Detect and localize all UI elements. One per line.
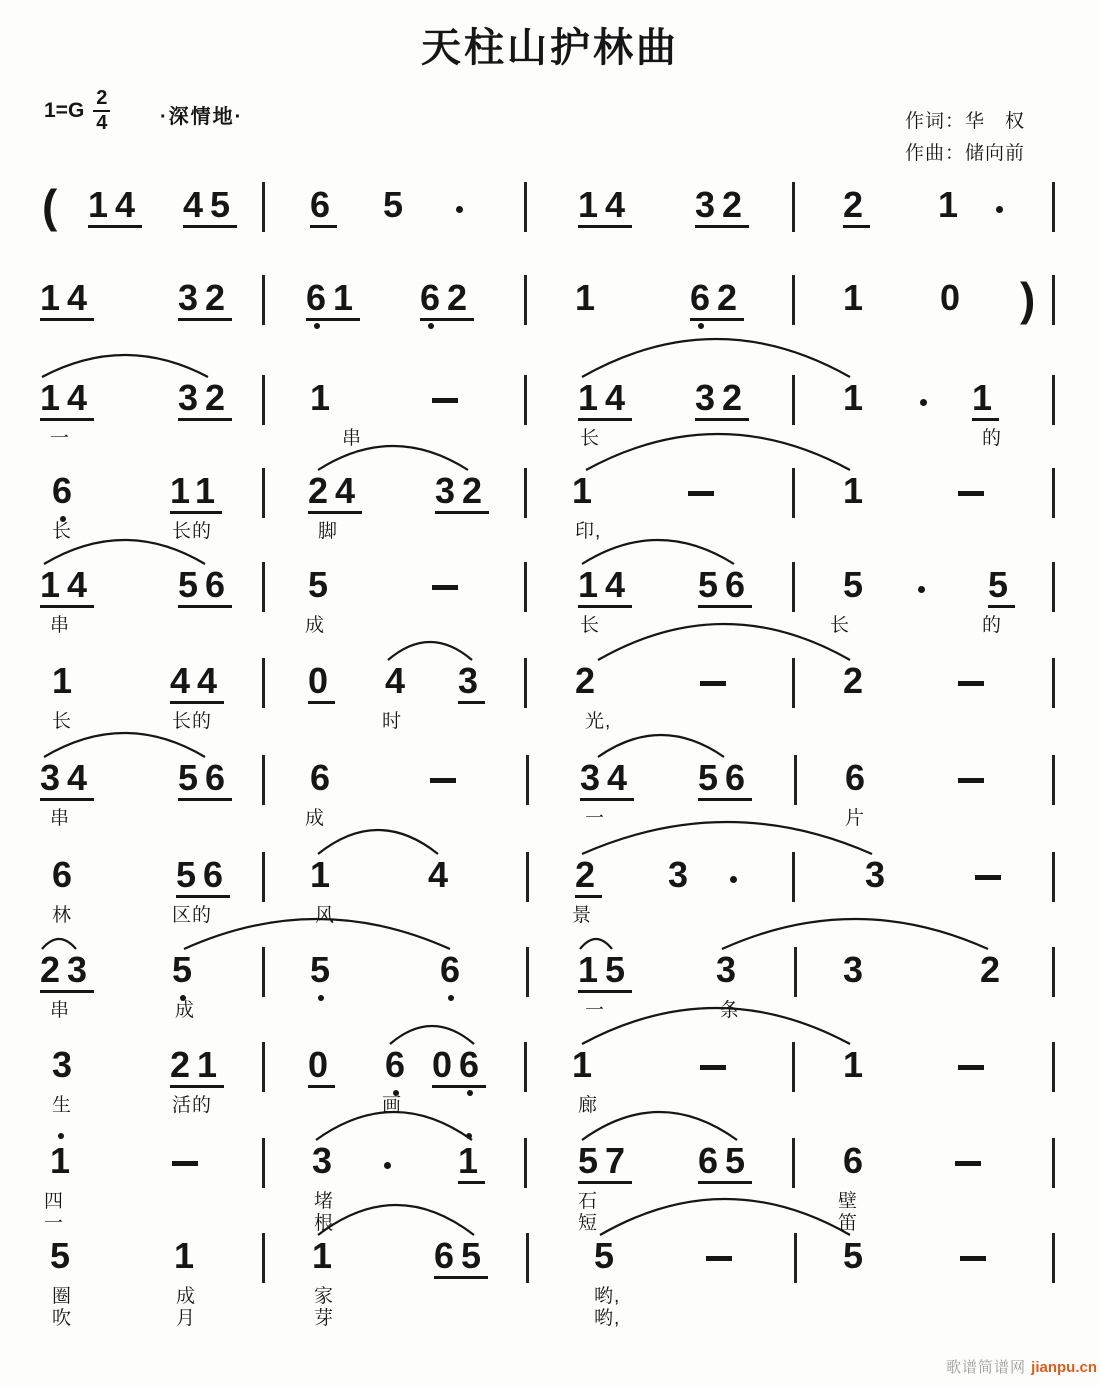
note: 5 bbox=[843, 1235, 871, 1276]
lyric-syllable: 圈 bbox=[52, 1286, 73, 1307]
note: 6 bbox=[440, 952, 467, 988]
note: 4 bbox=[385, 660, 413, 701]
slur-arc bbox=[44, 733, 205, 757]
lyric-syllable: 一 bbox=[44, 1213, 65, 1234]
lyric-syllable: 石 bbox=[578, 1191, 599, 1212]
note: 65 bbox=[434, 1238, 488, 1279]
slur-arc bbox=[582, 1008, 850, 1044]
duration-dot bbox=[730, 876, 737, 883]
rest-dash bbox=[955, 1161, 981, 1166]
note: 1 bbox=[458, 1143, 485, 1184]
note: 1 bbox=[572, 470, 600, 511]
lyric-syllable: 长 bbox=[52, 711, 73, 732]
note: 5 bbox=[172, 952, 199, 988]
rest-dash bbox=[432, 398, 458, 403]
barline bbox=[524, 1042, 527, 1092]
lyric-syllable: 芽 bbox=[314, 1308, 335, 1329]
barline bbox=[1052, 375, 1055, 425]
note: 3 bbox=[716, 949, 744, 990]
note: 3 bbox=[312, 1140, 340, 1181]
lyric-syllable: 成 bbox=[305, 808, 326, 829]
duration-dot bbox=[996, 206, 1003, 213]
lyric-syllable: 长 bbox=[580, 428, 601, 449]
note: 15 bbox=[578, 952, 632, 993]
lyric-syllable: 生 bbox=[52, 1095, 73, 1116]
note: 6 bbox=[845, 757, 873, 798]
note: 2 bbox=[575, 660, 603, 701]
octave-dot-high bbox=[58, 1133, 64, 1139]
note: 6 bbox=[310, 757, 338, 798]
lyric-syllable: 长 bbox=[580, 615, 601, 636]
lyric-syllable: 根 bbox=[314, 1213, 335, 1234]
lyric-syllable: 串 bbox=[342, 428, 363, 449]
note: 6 bbox=[310, 187, 337, 228]
slur-arc bbox=[580, 939, 612, 949]
lyric-syllable: 串 bbox=[50, 1000, 71, 1021]
slur-arc bbox=[42, 939, 76, 949]
lyric-syllable: 串 bbox=[50, 808, 71, 829]
slur-arc bbox=[42, 355, 208, 377]
lyric-syllable: 时 bbox=[382, 711, 403, 732]
barline bbox=[262, 275, 265, 325]
lyric-syllable: 的 bbox=[982, 615, 1003, 636]
note: 5 bbox=[50, 1235, 78, 1276]
lyricist-credit: 作词：华 权 bbox=[905, 111, 1026, 132]
key-time-signature bbox=[44, 88, 110, 134]
barline bbox=[262, 755, 265, 805]
note: 6 bbox=[52, 854, 80, 895]
barline bbox=[792, 375, 795, 425]
note: 34 bbox=[580, 760, 634, 801]
rest-dash bbox=[430, 778, 456, 783]
note: 1 bbox=[52, 660, 80, 701]
note: 0 bbox=[940, 277, 968, 318]
octave-dot-low bbox=[428, 323, 434, 329]
slur-arc bbox=[598, 624, 850, 660]
note: 56 bbox=[698, 760, 752, 801]
lyric-syllable: 短 bbox=[578, 1213, 599, 1234]
octave-dot-low bbox=[698, 323, 704, 329]
note: 56 bbox=[698, 567, 752, 608]
lyric-syllable: 笛 bbox=[838, 1213, 859, 1234]
lyric-syllable: 四 bbox=[44, 1191, 65, 1212]
barline bbox=[1052, 182, 1055, 232]
barline bbox=[1052, 658, 1055, 708]
note: 14 bbox=[578, 567, 632, 608]
note: 6 bbox=[843, 1140, 871, 1181]
slur-arc bbox=[582, 339, 850, 377]
lyric-syllable: 片 bbox=[845, 808, 866, 829]
note: 5 bbox=[594, 1235, 622, 1276]
lyric-syllable: 壁 bbox=[838, 1191, 859, 1212]
rest-dash bbox=[432, 585, 458, 590]
note: 1 bbox=[50, 1143, 77, 1179]
barline bbox=[792, 468, 795, 518]
octave-dot-low bbox=[318, 995, 324, 1001]
note: 11 bbox=[170, 473, 222, 514]
note: 1 bbox=[174, 1235, 202, 1276]
duration-dot bbox=[920, 399, 927, 406]
note: 32 bbox=[178, 380, 232, 421]
lyric-syllable: 活的 bbox=[172, 1095, 213, 1116]
rest-dash bbox=[706, 1256, 732, 1261]
rest-dash bbox=[975, 875, 1001, 880]
note: 0 bbox=[308, 663, 335, 704]
note: 3 bbox=[668, 854, 696, 895]
lyric-syllable: 条 bbox=[720, 1000, 741, 1021]
lyric-syllable: 林 bbox=[52, 905, 73, 926]
lyric-syllable: 哟, bbox=[594, 1308, 621, 1329]
barline bbox=[524, 468, 527, 518]
barline bbox=[1052, 562, 1055, 612]
note: 14 bbox=[578, 187, 632, 228]
watermark bbox=[946, 1356, 1097, 1377]
note: 14 bbox=[40, 280, 94, 321]
duration-dot bbox=[918, 586, 925, 593]
barline bbox=[262, 1233, 265, 1283]
lyric-syllable: 长 bbox=[52, 521, 73, 542]
barline bbox=[526, 852, 529, 902]
note: 45 bbox=[183, 187, 237, 228]
barline bbox=[262, 852, 265, 902]
time-signature-numerator: 2 bbox=[93, 88, 110, 112]
tempo-marking: ·深情地· bbox=[160, 106, 244, 128]
key-label: 1=G bbox=[44, 99, 85, 122]
slur-arc bbox=[582, 540, 734, 564]
barline bbox=[792, 275, 795, 325]
song-title: 天柱山护林曲 bbox=[421, 26, 679, 70]
note: 1 bbox=[575, 277, 603, 318]
duration-dot bbox=[456, 206, 463, 213]
watermark-domain: jianpu.cn bbox=[1031, 1359, 1098, 1376]
note: 14 bbox=[578, 380, 632, 421]
barline bbox=[262, 1138, 265, 1188]
note: 1 bbox=[310, 854, 338, 895]
lyric-syllable: 长的 bbox=[172, 521, 213, 542]
slur-arc bbox=[388, 642, 472, 660]
barline bbox=[524, 1138, 527, 1188]
slur-arc bbox=[600, 1199, 850, 1235]
barline bbox=[262, 562, 265, 612]
slur-arc bbox=[586, 434, 850, 470]
lyric-syllable: 景 bbox=[572, 905, 593, 926]
lyric-syllable: 区的 bbox=[172, 905, 213, 926]
octave-dot-low bbox=[448, 995, 454, 1001]
note: 1 bbox=[843, 1044, 871, 1085]
barline bbox=[526, 1233, 529, 1283]
lyric-syllable: 哟, bbox=[594, 1286, 621, 1307]
barline bbox=[262, 468, 265, 518]
duration-dot bbox=[384, 1162, 391, 1169]
barline bbox=[1052, 947, 1055, 997]
lyric-syllable: 印, bbox=[575, 521, 602, 542]
time-signature bbox=[93, 88, 110, 134]
note: 5 bbox=[383, 184, 411, 225]
rest-dash bbox=[958, 681, 984, 686]
lyric-syllable: 堵 bbox=[314, 1191, 335, 1212]
composer-credit: 作曲：储向前 bbox=[905, 143, 1026, 164]
barline bbox=[792, 182, 795, 232]
lyric-syllable: 一 bbox=[585, 1000, 606, 1021]
note: 5 bbox=[988, 567, 1015, 608]
note: 3 bbox=[865, 854, 893, 895]
lyric-syllable: 长 bbox=[830, 615, 851, 636]
note: 1 bbox=[938, 184, 966, 225]
octave-dot-low bbox=[314, 323, 320, 329]
note: 56 bbox=[178, 567, 232, 608]
note: 14 bbox=[40, 567, 94, 608]
note: 1 bbox=[972, 380, 999, 421]
note: 24 bbox=[308, 473, 362, 514]
note: 62 bbox=[690, 280, 744, 321]
note: 6 bbox=[385, 1047, 412, 1083]
barline bbox=[526, 755, 529, 805]
slur-arc bbox=[318, 446, 468, 470]
barline bbox=[262, 658, 265, 708]
note: 06 bbox=[432, 1047, 486, 1088]
slur-arc bbox=[318, 1205, 474, 1235]
note: 1 bbox=[312, 1235, 340, 1276]
note: 32 bbox=[695, 380, 749, 421]
note: 1 bbox=[843, 277, 871, 318]
rest-dash bbox=[958, 1065, 984, 1070]
rest-dash bbox=[688, 491, 714, 496]
lyric-syllable: 的 bbox=[982, 428, 1003, 449]
barline bbox=[1052, 1233, 1055, 1283]
lyric-syllable: 成 bbox=[176, 1286, 197, 1307]
lyric-syllable: 家 bbox=[314, 1286, 335, 1307]
note: 4 bbox=[428, 854, 456, 895]
phrase-paren: ) bbox=[1020, 273, 1036, 325]
note: 56 bbox=[178, 760, 232, 801]
time-signature-denominator: 4 bbox=[96, 112, 108, 134]
lyric-syllable: 廊 bbox=[578, 1095, 599, 1116]
lyric-syllable: 画 bbox=[382, 1095, 403, 1116]
phrase-paren: ( bbox=[42, 180, 58, 232]
barline bbox=[1052, 468, 1055, 518]
note: 1 bbox=[843, 470, 871, 511]
note: 5 bbox=[308, 564, 336, 605]
lyric-syllable: 长的 bbox=[172, 711, 213, 732]
lyric-syllable: 一 bbox=[50, 428, 71, 449]
note: 44 bbox=[170, 663, 224, 704]
note: 32 bbox=[435, 473, 489, 514]
note: 56 bbox=[176, 857, 230, 898]
note: 23 bbox=[40, 952, 94, 993]
rest-dash bbox=[700, 1065, 726, 1070]
barline bbox=[1052, 1042, 1055, 1092]
note: 5 bbox=[843, 564, 871, 605]
note: 6 bbox=[52, 473, 79, 509]
note: 0 bbox=[308, 1047, 335, 1088]
barline bbox=[792, 1042, 795, 1092]
rest-dash bbox=[958, 778, 984, 783]
octave-dot-high bbox=[466, 1133, 472, 1139]
note: 1 bbox=[572, 1044, 600, 1085]
note: 3 bbox=[52, 1044, 80, 1085]
barline bbox=[792, 562, 795, 612]
barline bbox=[1052, 275, 1055, 325]
note: 2 bbox=[843, 660, 871, 701]
barline bbox=[794, 1233, 797, 1283]
lyric-syllable: 风 bbox=[315, 905, 336, 926]
barline bbox=[524, 658, 527, 708]
note: 2 bbox=[980, 949, 1008, 990]
note: 32 bbox=[178, 280, 232, 321]
barline bbox=[524, 375, 527, 425]
note: 3 bbox=[458, 663, 485, 704]
slur-arc bbox=[582, 822, 872, 854]
note: 62 bbox=[420, 280, 474, 321]
note: 61 bbox=[306, 280, 360, 321]
note: 14 bbox=[88, 187, 142, 228]
note: 57 bbox=[578, 1143, 632, 1184]
note: 5 bbox=[310, 952, 337, 988]
note: 14 bbox=[40, 380, 94, 421]
note: 32 bbox=[695, 187, 749, 228]
slur-arc bbox=[44, 540, 205, 564]
note: 1 bbox=[843, 377, 871, 418]
note: 34 bbox=[40, 760, 94, 801]
note: 1 bbox=[310, 377, 338, 418]
barline bbox=[1052, 1138, 1055, 1188]
barline bbox=[524, 275, 527, 325]
slur-arc bbox=[582, 1112, 737, 1140]
rest-dash bbox=[958, 491, 984, 496]
rest-dash bbox=[700, 681, 726, 686]
slur-arc bbox=[318, 830, 438, 854]
barline bbox=[262, 375, 265, 425]
slur-arc bbox=[390, 1026, 474, 1044]
barline bbox=[792, 852, 795, 902]
octave-dot-low bbox=[467, 1090, 473, 1096]
note: 21 bbox=[170, 1047, 224, 1088]
barline bbox=[262, 947, 265, 997]
barline bbox=[794, 755, 797, 805]
note: 2 bbox=[843, 187, 870, 228]
barline bbox=[792, 1138, 795, 1188]
slur-arc bbox=[722, 919, 988, 949]
barline bbox=[526, 947, 529, 997]
barline bbox=[524, 182, 527, 232]
barline bbox=[524, 562, 527, 612]
lyric-syllable: 光, bbox=[585, 711, 612, 732]
slur-arc bbox=[598, 735, 724, 757]
rest-dash bbox=[960, 1256, 986, 1261]
watermark-site: 歌谱简谱网 bbox=[946, 1359, 1032, 1376]
note: 2 bbox=[575, 857, 602, 898]
rest-dash bbox=[172, 1161, 198, 1166]
lyric-syllable: 成 bbox=[305, 615, 326, 636]
note: 65 bbox=[698, 1143, 752, 1184]
lyric-syllable: 月 bbox=[176, 1308, 197, 1329]
barline bbox=[792, 658, 795, 708]
barline bbox=[262, 1042, 265, 1092]
lyric-syllable: 成 bbox=[175, 1000, 196, 1021]
barline bbox=[262, 182, 265, 232]
lyric-syllable: 一 bbox=[585, 808, 606, 829]
note: 3 bbox=[843, 949, 871, 990]
barline bbox=[1052, 755, 1055, 805]
lyric-syllable: 吹 bbox=[52, 1308, 73, 1329]
lyric-syllable: 串 bbox=[50, 615, 71, 636]
lyric-syllable: 脚 bbox=[318, 521, 339, 542]
barline bbox=[1052, 852, 1055, 902]
barline bbox=[794, 947, 797, 997]
